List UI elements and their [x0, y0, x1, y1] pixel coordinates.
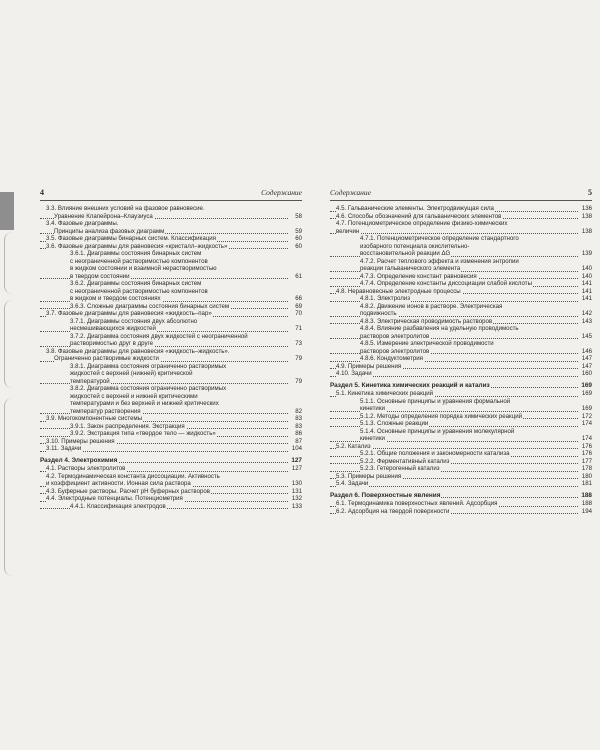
page-edge-curve: [4, 232, 13, 294]
running-header: Содержание: [330, 188, 371, 197]
toc-entry: [330, 303, 592, 318]
toc-entry-title: 5.2.1. Общие положения и закономерности катализа: [360, 450, 510, 457]
toc-page-number: 140: [581, 272, 592, 280]
toc-entry-title: 3.6.1. Диаграммы состояния бинарных систем с неограниченной растворимостью компонентов в жидком состоянии и взаимной нерастворимостью в твердом состоянии: [70, 250, 217, 280]
toc-entry-title: 3.9.2. Экстракция типа «твердое тело — жидкость»: [70, 430, 216, 437]
running-header: Содержание: [261, 188, 302, 197]
toc-entry: [330, 450, 592, 458]
toc-page-number: 146: [581, 347, 592, 355]
toc-page-number: 60: [295, 242, 302, 250]
toc-page-number: 176: [581, 442, 592, 450]
toc-entry: [330, 465, 592, 473]
toc-page-number: 147: [581, 362, 592, 370]
toc-page-number: 194: [581, 507, 592, 515]
page-number: 4: [40, 188, 44, 197]
toc-section-heading: [40, 457, 302, 465]
toc-page-number: 79: [295, 355, 302, 362]
left-page: [40, 188, 302, 510]
toc-page-number: 141: [581, 280, 592, 287]
toc-page-number: 139: [581, 250, 592, 257]
toc-entry: [330, 420, 592, 428]
toc-entry: [330, 355, 592, 363]
toc-entry: [330, 363, 592, 371]
toc-entry: [40, 303, 302, 311]
toc-entry: [330, 318, 592, 326]
toc-page-number: 147: [581, 355, 592, 362]
toc-leader-dots: [330, 233, 578, 234]
toc-entry-title: 3.6.2. Диаграммы состояния бинарных систем с неограниченной растворимостью компонентов в жидком и твердом состояниях: [70, 280, 208, 302]
toc-entry: [330, 258, 592, 273]
toc-entry-title: 5.1. Кинетика химических реакций: [336, 390, 434, 397]
toc-page-number: 132: [291, 495, 302, 502]
toc-entry-title: 3.8.2. Диаграмма состояния ограниченно растворимых жидкостей с верхней и нижней критическими температурами и без верхней и нижней критических температур растворения: [70, 385, 227, 415]
toc-entry: [40, 318, 302, 333]
toc-page-number: 177: [581, 457, 592, 465]
toc-entry: [40, 473, 302, 488]
toc-page-number: 172: [581, 412, 592, 420]
toc-entry-title: 4.7. Потенциометрическое определение физико-химических величин: [336, 220, 508, 235]
page-edge-curve: [4, 398, 13, 576]
toc-entry-title: 4.4.1. Классификация электродов: [70, 502, 166, 510]
toc-entry: [330, 213, 592, 221]
toc-page-number: 178: [581, 465, 592, 472]
toc-entry-title: 3.7.1. Диаграммы состояния двух абсолютно несмешивающихся жидкостей: [70, 317, 198, 332]
toc-entry: [330, 443, 592, 451]
toc-entry: [330, 458, 592, 466]
toc-entry: [330, 473, 592, 481]
toc-page-number: 131: [291, 487, 302, 495]
toc-page-number: 66: [295, 295, 302, 302]
toc-entry: [330, 413, 592, 421]
toc-page-number: 130: [291, 480, 302, 487]
toc-entry: [40, 488, 302, 496]
toc-entry-title: 4.8. Неравновесные электродные процессы: [336, 287, 461, 295]
toc-entry: [40, 415, 302, 423]
toc-page-number: 83: [295, 422, 302, 430]
toc-entry-title: 4.9. Примеры решения: [336, 362, 402, 370]
toc-entry: [40, 348, 302, 356]
toc-entry: [40, 423, 302, 431]
toc-entry-title: 4.6. Способы обозначений для гальванических элементов: [336, 212, 502, 220]
toc-list: [40, 205, 302, 510]
toc-page-number: 188: [581, 491, 592, 499]
toc-page-number: 138: [581, 227, 592, 235]
toc-entry: [40, 310, 302, 318]
toc-entry-title: 4.5. Гальванические элементы. Электродвижущая сила: [336, 205, 494, 212]
toc-entry-title: Раздел 4. Электрохимия: [40, 456, 118, 464]
toc-entry-title: 5.1.2. Методы определения порядка химических реакций: [360, 412, 523, 420]
toc-entry-title: 4.8.6. Кондуктометрия: [360, 355, 423, 362]
toc-page-number: 188: [581, 500, 592, 507]
toc-entry: [40, 363, 302, 386]
toc-entry-title: 3.7.2. Диаграмма состояния двух жидкостей с неограниченной растворимостью друг в друге: [70, 332, 248, 347]
toc-entry-title: 3.8.1. Диаграмма состояния ограниченно растворимых жидкостей с верхней (нижней) критической температурой: [70, 362, 227, 385]
toc-entry-title: 4.1. Растворы электролитов: [46, 465, 126, 472]
toc-entry: [40, 465, 302, 473]
toc-entry-title: 4.7.1. Потенциометрическое определение стандартного изобарного потенциала окислительно- восстановительной реакции ΔG: [360, 235, 519, 257]
toc-page-number: 140: [581, 265, 592, 272]
toc-entry: [330, 205, 592, 213]
toc-entry: [330, 480, 592, 488]
page-number: 5: [588, 188, 592, 197]
toc-entry-title: 3.3. Влияние внешних условий на фазовое равновесие.: [46, 205, 205, 212]
toc-page-number: 87: [295, 437, 302, 445]
toc-entry: [330, 220, 592, 235]
toc-entry-title: 4.3. Буферные растворы. Расчет pH буферных растворов: [46, 487, 211, 495]
toc-entry-title: 3.9.1. Закон распределения. Экстракция: [70, 422, 185, 430]
toc-page-number: 70: [295, 310, 302, 317]
toc-entry-title: 5.2. Катализ: [336, 442, 371, 450]
toc-page-number: 169: [581, 381, 592, 389]
toc-page-number: 160: [581, 370, 592, 377]
toc-entry: [40, 213, 302, 221]
toc-entry-title: 4.8.1. Электролиз: [360, 295, 410, 302]
toc-entry: [40, 243, 302, 251]
page-edge-tab: [0, 192, 14, 230]
toc-entry: [330, 235, 592, 258]
toc-entry-title: 6.2. Адсорбция на твердой поверхности: [336, 507, 450, 515]
toc-page-number: 127: [291, 456, 302, 464]
toc-entry: [40, 503, 302, 511]
toc-entry-title: 4.10. Задачи: [336, 370, 372, 377]
toc-entry-title: 4.7.4. Определение константы диссоциации слабой кислоты: [360, 280, 532, 287]
toc-entry-title: 4.8.3. Электрическая проводимость растворов: [360, 317, 493, 325]
toc-page-number: 61: [295, 272, 302, 280]
toc-entry-title: 5.1.4. Основные принципы и уравнения молекулярной кинетики: [360, 427, 515, 442]
toc-page-number: 174: [581, 435, 592, 442]
toc-page-number: 141: [581, 287, 592, 295]
toc-page-number: 174: [581, 420, 592, 427]
toc-page-number: 58: [295, 212, 302, 220]
toc-entry: [40, 205, 302, 213]
toc-page-number: 138: [581, 212, 592, 220]
toc-page-number: 71: [295, 325, 302, 332]
toc-entry-title: Раздел 6. Поверхностные явления: [330, 491, 441, 499]
toc-page-number: 169: [581, 405, 592, 412]
toc-section-heading: [330, 382, 592, 390]
toc-page-number: 176: [581, 450, 592, 457]
toc-page-number: 86: [295, 430, 302, 437]
toc-entry: [40, 280, 302, 303]
toc-entry-title: 4.8.5. Измерение электрической проводимости растворов электролитов: [360, 340, 494, 355]
toc-entry: [40, 235, 302, 243]
page-edge-curve: [4, 300, 13, 388]
toc-page-number: 145: [581, 332, 592, 340]
toc-entry: [40, 385, 302, 415]
toc-entry-title: 4.7.2. Расчет теплового эффекта и изменения энтропии реакции гальванического элемента: [360, 257, 519, 272]
toc-entry-title: 5.1.3. Сложные реакции: [360, 420, 429, 427]
toc-entry-title: 3.6.3. Сложные диаграммы состояния бинарных систем: [70, 302, 230, 310]
toc-entry-title: 5.4. Задачи: [336, 480, 369, 487]
toc-entry: [40, 333, 302, 348]
toc-page-number: 73: [295, 340, 302, 347]
toc-entry-title: 4.7.3. Определение констант равновесия: [360, 272, 477, 280]
toc-page-number: 83: [295, 415, 302, 422]
toc-page-number: 69: [295, 302, 302, 310]
toc-page-number: 169: [581, 390, 592, 397]
right-page: [330, 188, 592, 515]
toc-entry: [330, 273, 592, 281]
toc-page-number: 141: [581, 295, 592, 302]
toc-page-number: 136: [581, 205, 592, 212]
toc-entry: [330, 288, 592, 296]
toc-entry-title: 3.11. Задачи: [46, 445, 82, 452]
toc-page-number: 104: [291, 445, 302, 452]
toc-entry-title: 3.8. Фазовые диаграммы для равновесия «жидкость–жидкость».: [46, 347, 230, 355]
toc-page-number: 60: [295, 235, 302, 242]
toc-entry: [40, 250, 302, 280]
toc-entry: [330, 508, 592, 516]
toc-entry: [330, 428, 592, 443]
toc-page-number: 59: [295, 227, 302, 235]
toc-entry-title: 4.4. Электродные потенциалы. Потенциометрия: [46, 495, 183, 502]
toc-list: [330, 205, 592, 515]
toc-entry: [330, 325, 592, 340]
toc-entry-title: 4.2. Термодинамическая константа диссоциации. Активность и коэффициент активности. Ионная сила раствора: [46, 472, 220, 487]
toc-entry-title: 5.2.2. Ферментативный катализ: [360, 457, 450, 465]
toc-page-number: 133: [291, 502, 302, 510]
toc-entry-title: 5.3. Примеры решения: [336, 472, 402, 480]
toc-entry-title: 6.1. Термодинамика поверхностных явлений. Адсорбция: [336, 500, 498, 507]
toc-page-number: 127: [291, 465, 302, 472]
toc-page-number: 143: [581, 317, 592, 325]
toc-entry: [40, 228, 302, 236]
toc-entry-title: Ограниченно растворимые жидкости: [54, 355, 159, 362]
toc-entry: [40, 438, 302, 446]
toc-entry: [330, 340, 592, 355]
toc-entry: [330, 398, 592, 413]
toc-page-number: 181: [581, 480, 592, 487]
toc-entry-title: Раздел 5. Кинетика химических реакций и катализ: [330, 381, 490, 389]
toc-entry: [330, 500, 592, 508]
toc-entry-title: 3.4. Фазовые диаграммы.: [46, 220, 119, 227]
toc-entry: [40, 430, 302, 438]
toc-entry: [40, 220, 302, 228]
toc-entry-title: 3.7. Фазовые диаграммы для равновесия «жидкость–пар»: [46, 310, 212, 317]
toc-entry-title: 4.8.4. Влияние разбавления на удельную проводимость растворов электролитов: [360, 325, 519, 340]
toc-entry: [330, 280, 592, 288]
toc-entry-title: 5.1.1. Основные принципы и уравнения формальной кинетики: [360, 397, 511, 412]
toc-page-number: 180: [581, 472, 592, 480]
toc-entry: [330, 370, 592, 378]
toc-entry-title: 5.2.3. Гетерогенный катализ: [360, 465, 440, 472]
toc-entry-title: 3.5. Фазовые диаграммы бинарных систем. Классификация: [46, 235, 216, 242]
toc-entry: [330, 295, 592, 303]
toc-entry: [40, 495, 302, 503]
toc-entry-title: 3.10. Примеры решения: [46, 437, 115, 445]
toc-page-number: 82: [295, 407, 302, 415]
toc-entry-title: 4.8.2. Движение ионов в растворе. Электрическая подвижность: [360, 302, 503, 317]
toc-entry: [40, 355, 302, 363]
toc-section-heading: [330, 492, 592, 500]
page-header: [40, 188, 302, 201]
toc-entry-title: Уравнение Клапейрона–Клаузиуса: [54, 212, 153, 220]
toc-entry-title: 3.6. Фазовые диаграммы для равновесия «кристалл–жидкость»: [46, 242, 228, 250]
toc-entry: [40, 445, 302, 453]
toc-entry-title: Принципы анализа фазовых диаграмм: [54, 227, 165, 235]
toc-page-number: 79: [295, 377, 302, 385]
page-header: [330, 188, 592, 201]
toc-page-number: 142: [581, 310, 592, 317]
toc-entry: [330, 390, 592, 398]
toc-entry-title: 3.9. Многокомпонентные системы: [46, 415, 143, 422]
